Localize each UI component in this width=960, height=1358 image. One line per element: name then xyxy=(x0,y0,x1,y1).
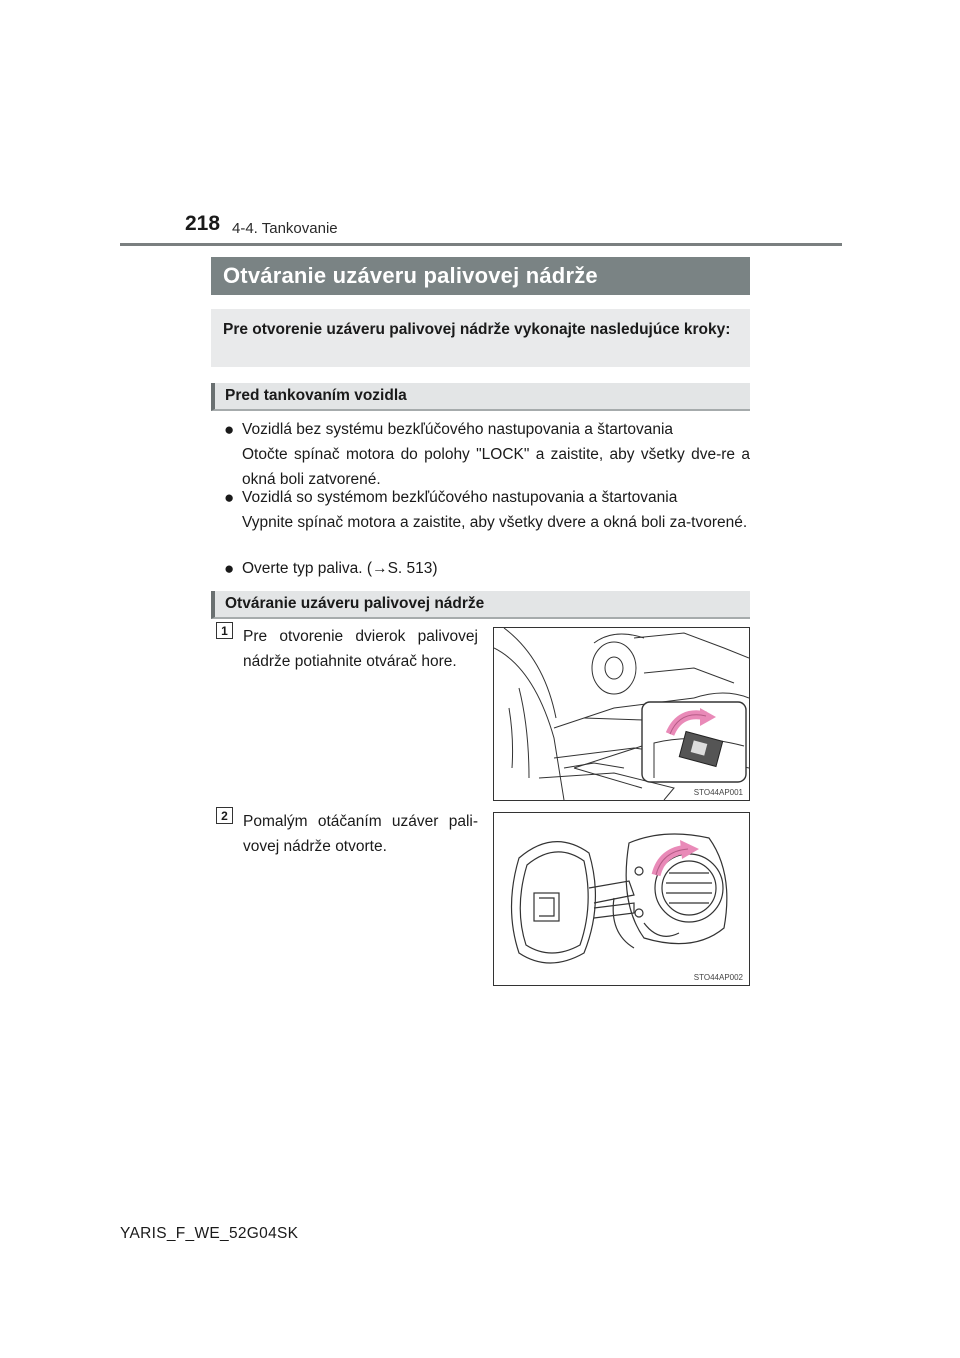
document-code-footer: YARIS_F_WE_52G04SK xyxy=(120,1225,299,1242)
page-title: Otváranie uzáveru palivovej nádrže xyxy=(211,257,750,295)
car-interior-illustration xyxy=(494,628,749,800)
bullet-title: Overte typ paliva. (→S. 513) xyxy=(242,560,438,577)
bullet-item xyxy=(224,417,750,492)
step-text: Pre otvorenie dvierok palivovej nádrže potiahnite otvárač hore. xyxy=(243,628,478,670)
subsection-heading-before-refuel: Pred tankovaním vozidla xyxy=(211,383,750,411)
step-number-badge: 1 xyxy=(216,622,233,639)
section-label: 4-4. Tankovanie xyxy=(232,220,338,237)
figure-code: STO44AP002 xyxy=(693,973,743,982)
step-text: Pomalým otáčaním uzáver pali-vovej nádrže otvorte. xyxy=(243,813,478,855)
step-number-badge: 2 xyxy=(216,807,233,824)
bullet-item xyxy=(224,485,750,535)
subsection-heading-opening-cap: Otváranie uzáveru palivovej nádrže xyxy=(211,591,750,619)
bullet-text: Vypnite spínač motora a zaistite, aby všetky dvere a okná boli za-tvorené. xyxy=(242,514,748,531)
figure-code: STO44AP001 xyxy=(693,788,743,797)
bullet-title: Vozidlá so systémom bezkľúčového nastupovania a štartovania xyxy=(242,489,678,506)
bullet-dot-icon: ● xyxy=(224,488,235,507)
header-rule xyxy=(120,243,842,246)
fuel-cap-illustration xyxy=(494,813,749,985)
bullet-item xyxy=(224,556,750,581)
fuel-door-opener-callout xyxy=(642,702,746,782)
figure-fuel-door-opener xyxy=(493,627,750,801)
intro-box: Pre otvorenie uzáveru palivovej nádrže vykonajte nasledujúce kroky: xyxy=(211,309,750,367)
bullet-dot-icon: ● xyxy=(224,420,235,439)
bullet-text: Otočte spínač motora do polohy "LOCK" a zaistite, aby všetky dve-re a okná boli zatvorené. xyxy=(242,446,750,488)
page-number: 218 xyxy=(185,212,221,235)
figure-fuel-cap xyxy=(493,812,750,986)
bullet-dot-icon: ● xyxy=(224,559,235,578)
bullet-title: Vozidlá bez systému bezkľúčového nastupovania a štartovania xyxy=(242,421,674,438)
